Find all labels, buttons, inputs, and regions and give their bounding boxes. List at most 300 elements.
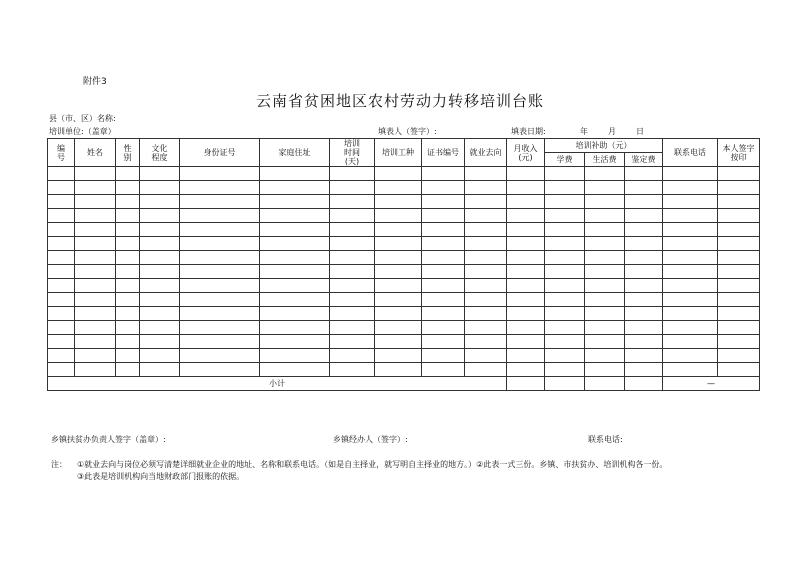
table-cell (663, 167, 718, 181)
table-cell (116, 307, 140, 321)
table-cell (116, 167, 140, 181)
subtotal-dash: — (663, 377, 760, 391)
table-cell (330, 237, 375, 251)
table-row (48, 335, 760, 349)
table-cell (507, 279, 545, 293)
table-cell (545, 293, 585, 307)
table-cell (585, 293, 625, 307)
table-cell (375, 321, 422, 335)
table-cell (507, 237, 545, 251)
table-cell (140, 335, 180, 349)
table-cell (545, 279, 585, 293)
table-cell (330, 223, 375, 237)
table-cell (48, 279, 75, 293)
table-cell (507, 265, 545, 279)
table-cell (545, 237, 585, 251)
table-cell (260, 279, 330, 293)
table-row (48, 195, 760, 209)
header-income-l2: (元) (518, 152, 533, 162)
table-cell (545, 181, 585, 195)
table-cell (75, 181, 116, 195)
table-cell (75, 195, 116, 209)
table-cell (663, 195, 718, 209)
table-cell (545, 195, 585, 209)
date-month: 月 (608, 127, 616, 136)
table-cell (507, 181, 545, 195)
table-cell (718, 307, 760, 321)
notes-line-1 (51, 459, 667, 471)
table-cell (465, 321, 507, 335)
header-signature-l2: 按印 (730, 152, 747, 162)
table-cell (718, 195, 760, 209)
table-cell (116, 293, 140, 307)
table-cell (465, 363, 507, 377)
table-cell (663, 265, 718, 279)
table-cell (375, 335, 422, 349)
table-cell (375, 293, 422, 307)
header-cert-no: 证书编号 (422, 139, 465, 167)
table-cell (48, 293, 75, 307)
table-cell (116, 223, 140, 237)
township-handler-signature: 乡镇经办人（签字）: (333, 435, 408, 444)
header-no (48, 139, 75, 167)
table-cell (507, 335, 545, 349)
table-cell (585, 209, 625, 223)
table-cell (330, 363, 375, 377)
table-cell (180, 349, 260, 363)
table-cell (465, 265, 507, 279)
table-cell (260, 167, 330, 181)
table-cell (545, 363, 585, 377)
table-cell (260, 181, 330, 195)
table-cell (330, 307, 375, 321)
table-cell (585, 363, 625, 377)
table-cell (422, 251, 465, 265)
table-cell (330, 181, 375, 195)
header-no-l1: 编 (57, 143, 65, 153)
table-cell (260, 349, 330, 363)
table-cell (422, 181, 465, 195)
table-cell (140, 307, 180, 321)
table-cell (116, 195, 140, 209)
table-cell (48, 251, 75, 265)
table-cell (375, 363, 422, 377)
table-cell (330, 195, 375, 209)
table-cell (75, 321, 116, 335)
table-cell (507, 209, 545, 223)
table-cell (465, 223, 507, 237)
table-cell (625, 265, 663, 279)
table-cell (140, 363, 180, 377)
table-cell (180, 167, 260, 181)
table-cell (422, 335, 465, 349)
table-cell (663, 335, 718, 349)
contact-phone-label: 联系电话: (588, 435, 623, 444)
header-education-l1: 文化 (151, 143, 168, 153)
table-cell (663, 321, 718, 335)
table-cell (465, 279, 507, 293)
table-cell (465, 349, 507, 363)
header-no-l2: 号 (57, 152, 65, 162)
header-address: 家庭住址 (260, 139, 330, 167)
table-cell (422, 307, 465, 321)
table-cell (180, 181, 260, 195)
table-cell (625, 209, 663, 223)
table-cell (422, 223, 465, 237)
table-row (48, 251, 760, 265)
table-cell (375, 195, 422, 209)
header-training-days (330, 139, 375, 167)
table-cell (545, 307, 585, 321)
table-cell (422, 363, 465, 377)
table-cell (465, 167, 507, 181)
table-cell (663, 209, 718, 223)
table-cell (625, 349, 663, 363)
table-cell (422, 209, 465, 223)
table-cell (422, 321, 465, 335)
table-cell (260, 237, 330, 251)
table-cell (718, 223, 760, 237)
header-days-l1: 培训 (344, 139, 360, 148)
table-cell (140, 223, 180, 237)
header-days-l3: (天) (344, 157, 360, 166)
table-cell (545, 321, 585, 335)
table-cell (330, 265, 375, 279)
table-cell (422, 265, 465, 279)
table-cell (465, 307, 507, 321)
table-cell (718, 363, 760, 377)
table-row (48, 167, 760, 181)
table-cell (75, 279, 116, 293)
table-cell (585, 223, 625, 237)
table-cell (375, 349, 422, 363)
table-cell (260, 209, 330, 223)
table-cell (718, 237, 760, 251)
header-education (140, 139, 180, 167)
table-cell (140, 237, 180, 251)
table-cell (330, 321, 375, 335)
table-cell (75, 335, 116, 349)
table-row (48, 181, 760, 195)
table-cell (545, 223, 585, 237)
table-cell (116, 237, 140, 251)
table-cell (625, 363, 663, 377)
table-cell (663, 251, 718, 265)
table-cell (545, 349, 585, 363)
table-cell (422, 279, 465, 293)
header-id-number: 身份证号 (180, 139, 260, 167)
table-cell (75, 251, 116, 265)
table-cell (507, 349, 545, 363)
table-cell (507, 167, 545, 181)
table-cell (585, 195, 625, 209)
table-cell (718, 349, 760, 363)
table-cell (260, 363, 330, 377)
table-cell (422, 293, 465, 307)
table-cell (585, 349, 625, 363)
table-cell (465, 335, 507, 349)
table-cell (260, 293, 330, 307)
table-row (48, 237, 760, 251)
table-cell (75, 363, 116, 377)
table-cell (507, 223, 545, 237)
table-cell (116, 349, 140, 363)
county-label: 县（市、区）名称: (49, 114, 116, 123)
table-cell (116, 321, 140, 335)
table-cell (180, 223, 260, 237)
table-cell (180, 237, 260, 251)
table-cell (75, 265, 116, 279)
table-cell (140, 195, 180, 209)
table-cell (140, 293, 180, 307)
subtotal-cell (545, 377, 585, 391)
table-cell (116, 363, 140, 377)
table-cell (545, 251, 585, 265)
table-cell (260, 307, 330, 321)
table-cell (180, 321, 260, 335)
table-cell (625, 279, 663, 293)
attachment-label: 附件3 (83, 77, 107, 87)
table-cell (545, 335, 585, 349)
table-cell (48, 223, 75, 237)
table-cell (663, 293, 718, 307)
table-cell (116, 335, 140, 349)
township-head-signature: 乡镇扶贫办负责人签字（盖章）: (51, 435, 166, 444)
table-cell (75, 349, 116, 363)
table-cell (375, 251, 422, 265)
table-cell (718, 265, 760, 279)
header-employment: 就业去向 (465, 139, 507, 167)
table-cell (330, 209, 375, 223)
table-cell (718, 293, 760, 307)
table-cell (75, 293, 116, 307)
filler-label: 填表人（签字）: (378, 127, 437, 136)
table-cell (585, 335, 625, 349)
table-cell (260, 223, 330, 237)
table-cell (75, 209, 116, 223)
notes-line-2: ③此表是培训机构向当地财政部门报账的依据。 (77, 472, 245, 481)
subtotal-row (48, 377, 760, 391)
table-cell (375, 237, 422, 251)
table-cell (330, 279, 375, 293)
date-day: 日 (636, 127, 644, 136)
table-cell (140, 279, 180, 293)
table-cell (585, 307, 625, 321)
table-cell (663, 349, 718, 363)
table-cell (48, 195, 75, 209)
table-cell (585, 181, 625, 195)
table-cell (585, 279, 625, 293)
header-gender-l1: 性 (123, 143, 132, 153)
table-cell (585, 321, 625, 335)
header-education-l2: 程度 (151, 152, 168, 162)
table-cell (180, 195, 260, 209)
table-cell (625, 181, 663, 195)
table-cell (718, 181, 760, 195)
table-cell (507, 321, 545, 335)
header-phone: 联系电话 (663, 139, 718, 167)
table-cell (465, 251, 507, 265)
table-cell (180, 279, 260, 293)
subtotal-cell (507, 377, 545, 391)
table-cell (718, 167, 760, 181)
table-cell (140, 167, 180, 181)
table-row (48, 349, 760, 363)
table-cell (260, 195, 330, 209)
header-appraisal: 鉴定费 (625, 153, 663, 167)
table-cell (663, 307, 718, 321)
table-cell (585, 251, 625, 265)
table-row (48, 321, 760, 335)
table-cell (48, 335, 75, 349)
table-cell (625, 223, 663, 237)
table-cell (330, 349, 375, 363)
table-cell (140, 251, 180, 265)
header-training-type: 培训工种 (375, 139, 422, 167)
table-row (48, 307, 760, 321)
unit-label: 培训单位:（盖章） (49, 127, 116, 136)
training-ledger-table (47, 138, 760, 391)
table-cell (663, 181, 718, 195)
table-cell (260, 321, 330, 335)
table-cell (180, 251, 260, 265)
table-cell (507, 251, 545, 265)
table-cell (260, 265, 330, 279)
table-cell (585, 167, 625, 181)
table-row (48, 209, 760, 223)
table-cell (507, 307, 545, 321)
table-cell (625, 293, 663, 307)
header-gender-l2: 别 (123, 152, 132, 162)
notes-label: 注： (51, 460, 67, 469)
table-cell (180, 209, 260, 223)
table-row (48, 363, 760, 377)
table-cell (116, 265, 140, 279)
table-cell (116, 209, 140, 223)
table-row (48, 279, 760, 293)
header-monthly-income (507, 139, 545, 167)
subtotal-label: 小计 (48, 377, 507, 391)
table-cell (375, 181, 422, 195)
table-cell (585, 237, 625, 251)
table-cell (75, 167, 116, 181)
subtotal-cell (625, 377, 663, 391)
table-cell (507, 293, 545, 307)
table-cell (140, 181, 180, 195)
table-cell (75, 307, 116, 321)
table-row (48, 265, 760, 279)
table-cell (625, 251, 663, 265)
table-cell (585, 265, 625, 279)
table-cell (663, 237, 718, 251)
table-cell (260, 251, 330, 265)
table-cell (48, 237, 75, 251)
table-cell (507, 363, 545, 377)
table-cell (75, 223, 116, 237)
table-cell (180, 363, 260, 377)
table-cell (180, 293, 260, 307)
table-cell (507, 195, 545, 209)
table-cell (545, 167, 585, 181)
header-days-l2: 时间 (344, 148, 360, 157)
table-cell (75, 237, 116, 251)
table-cell (465, 181, 507, 195)
table-cell (718, 279, 760, 293)
header-income-l1: 月收入 (513, 143, 538, 153)
table-cell (465, 209, 507, 223)
header-living: 生活费 (585, 153, 625, 167)
table-cell (625, 237, 663, 251)
table-cell (625, 335, 663, 349)
table-row (48, 223, 760, 237)
table-cell (375, 167, 422, 181)
table-cell (625, 321, 663, 335)
date-year: 年 (580, 127, 588, 136)
table-cell (140, 265, 180, 279)
header-name: 姓名 (75, 139, 116, 167)
notes-text-1: ①就业去向与岗位必须写清楚详细就业企业的地址、名称和联系电话。（如是自主择业，就写明自主择业的地方。）②此表一式三份。乡镇、市扶贫办、培训机构各一份。 (77, 460, 668, 469)
table-cell (465, 293, 507, 307)
table-cell (422, 237, 465, 251)
table-cell (625, 167, 663, 181)
table-cell (180, 307, 260, 321)
header-gender (116, 139, 140, 167)
table-cell (48, 321, 75, 335)
table-cell (48, 265, 75, 279)
header-tuition: 学费 (545, 153, 585, 167)
table-cell (625, 195, 663, 209)
table-cell (48, 167, 75, 181)
table-cell (48, 209, 75, 223)
table-cell (140, 349, 180, 363)
table-cell (116, 251, 140, 265)
table-cell (718, 321, 760, 335)
table-row (48, 293, 760, 307)
table-cell (116, 181, 140, 195)
table-cell (375, 307, 422, 321)
table-cell (375, 223, 422, 237)
date-label: 填表日期: (511, 127, 546, 136)
table-cell (260, 335, 330, 349)
table-cell (545, 209, 585, 223)
table-cell (663, 363, 718, 377)
header-signature (718, 139, 760, 167)
page-title: 云南省贫困地区农村劳动力转移培训台账 (255, 92, 544, 110)
table-cell (140, 209, 180, 223)
table-cell (422, 167, 465, 181)
header-subsidy: 培训补助（元） (545, 139, 663, 153)
table-cell (465, 195, 507, 209)
table-cell (48, 181, 75, 195)
header-signature-l1: 本人签字 (722, 143, 755, 153)
notes-block (51, 459, 667, 483)
table-cell (48, 349, 75, 363)
table-cell (663, 279, 718, 293)
table-cell (663, 223, 718, 237)
table-cell (718, 335, 760, 349)
table-cell (330, 251, 375, 265)
subtotal-cell (585, 377, 625, 391)
table-cell (465, 237, 507, 251)
table-cell (545, 265, 585, 279)
table-cell (375, 279, 422, 293)
table-cell (718, 251, 760, 265)
table-cell (422, 349, 465, 363)
table-cell (140, 321, 180, 335)
table-cell (718, 209, 760, 223)
table-cell (330, 167, 375, 181)
table-cell (330, 293, 375, 307)
